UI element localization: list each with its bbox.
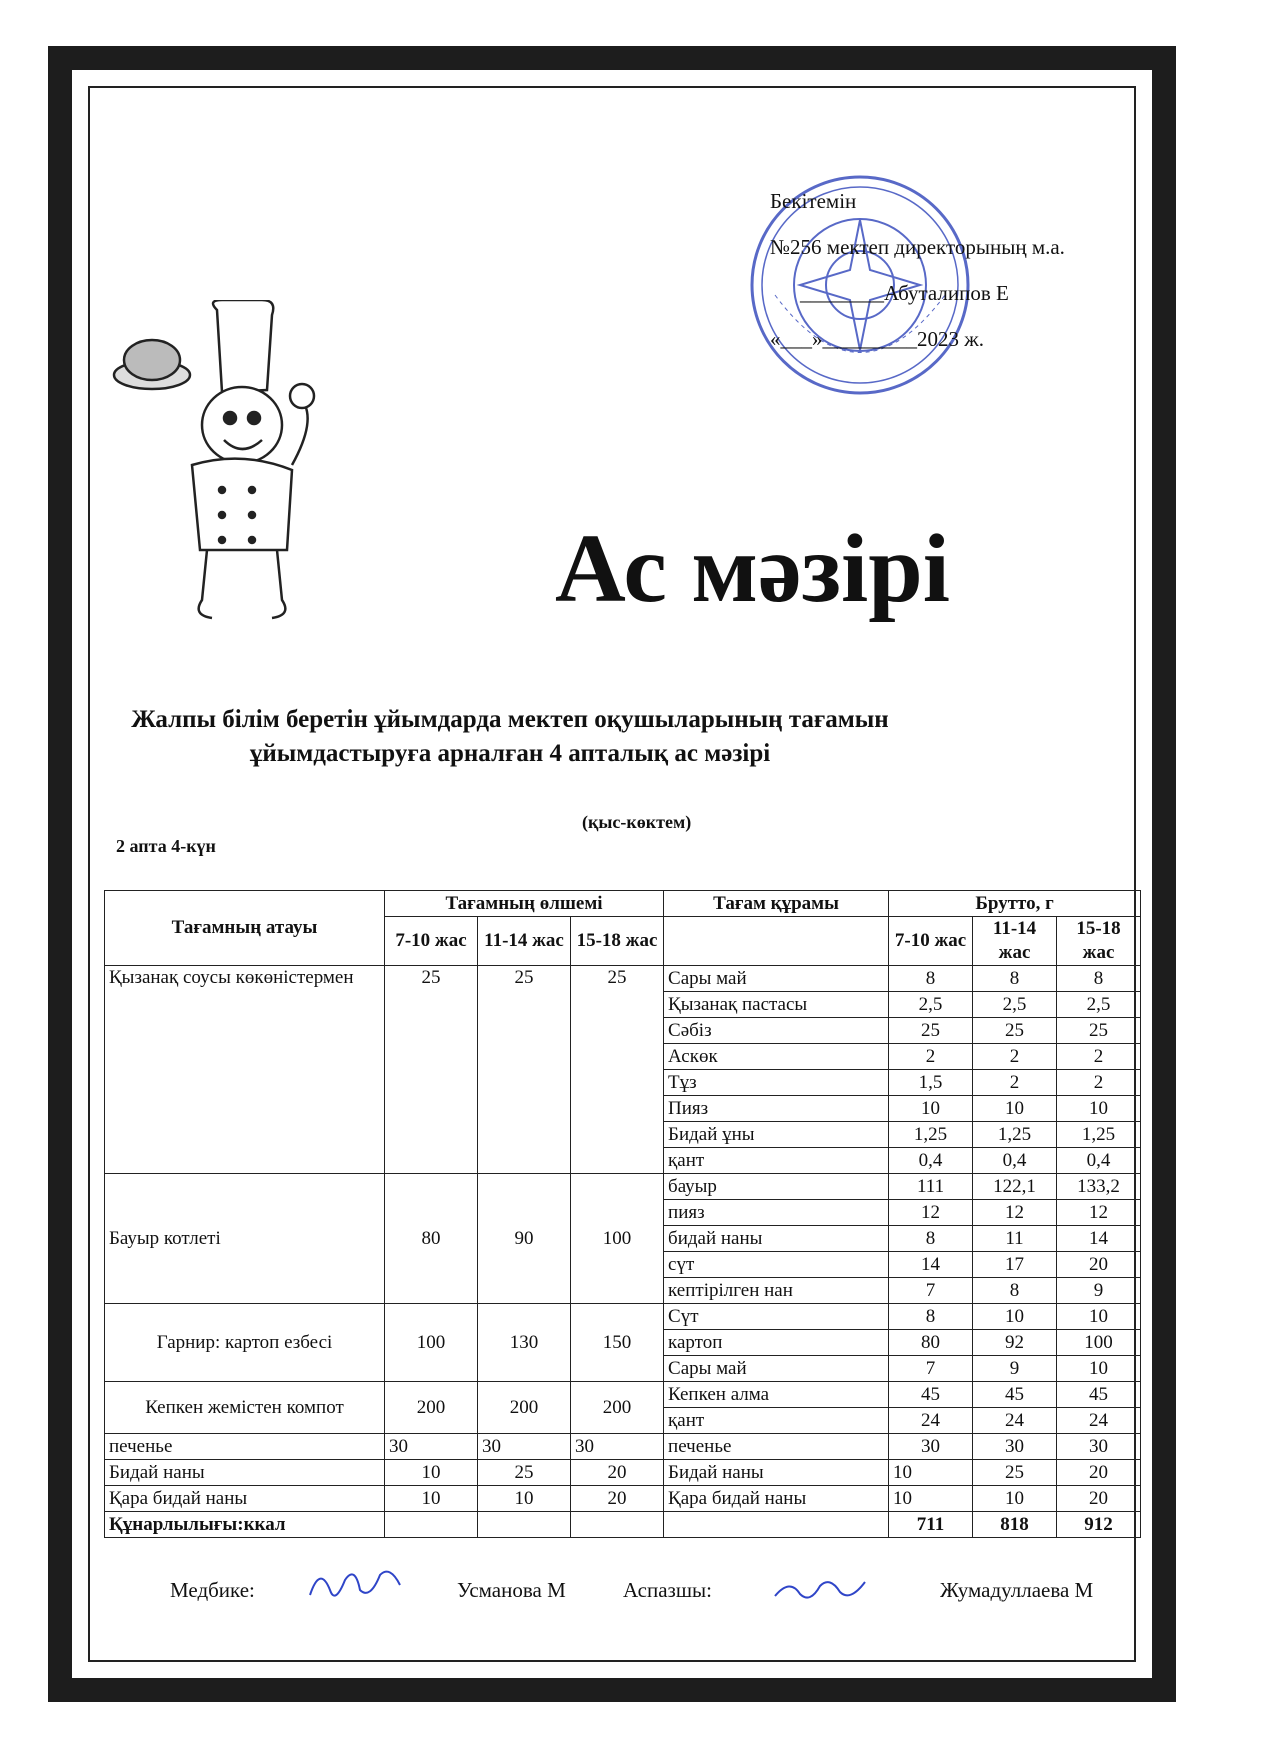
gross-value: 24 bbox=[889, 1408, 973, 1434]
gross-value: 10 bbox=[1057, 1356, 1141, 1382]
gross-value: 8 bbox=[973, 966, 1057, 992]
menu-table bbox=[104, 890, 1141, 1538]
gross-value: 25 bbox=[889, 1018, 973, 1044]
gross-value: 20 bbox=[1057, 1486, 1141, 1512]
gross-value: 133,2 bbox=[1057, 1174, 1141, 1200]
gross-value: 2 bbox=[889, 1044, 973, 1070]
approval-signer: ________Абуталипов Е bbox=[800, 281, 1009, 305]
ingredient-name: Сәбіз bbox=[664, 1018, 889, 1044]
cook-name: Жумадуллаева М bbox=[940, 1578, 1094, 1602]
ingredient-name: Қара бидай наны bbox=[664, 1486, 889, 1512]
gross-value: 10 bbox=[973, 1096, 1057, 1122]
dish-name: Гарнир: картоп езбесі bbox=[105, 1304, 385, 1382]
cook-signature-icon bbox=[770, 1568, 870, 1608]
gross-value: 2 bbox=[1057, 1070, 1141, 1096]
gross-value: 8 bbox=[1057, 966, 1141, 992]
cook-label: Аспазшы: bbox=[623, 1578, 712, 1602]
ingredient-name: картоп bbox=[664, 1330, 889, 1356]
portion-value: 10 bbox=[385, 1460, 478, 1486]
gross-value: 2 bbox=[973, 1070, 1057, 1096]
ingredient-name: Кепкен алма bbox=[664, 1382, 889, 1408]
gross-value: 17 bbox=[973, 1252, 1057, 1278]
table-row bbox=[105, 1174, 1141, 1200]
gross-value: 11 bbox=[973, 1226, 1057, 1252]
ingredient-name: Бидай ұны bbox=[664, 1122, 889, 1148]
portion-value: 30 bbox=[478, 1434, 571, 1460]
gross-value: 25 bbox=[973, 1460, 1057, 1486]
gross-value: 14 bbox=[889, 1252, 973, 1278]
dish-name: печенье bbox=[105, 1434, 385, 1460]
table-row bbox=[105, 966, 1141, 992]
gross-value: 8 bbox=[889, 1226, 973, 1252]
gross-value: 24 bbox=[1057, 1408, 1141, 1434]
dish-name: Қызанақ соусы көкөністермен bbox=[105, 966, 385, 1174]
table-row bbox=[105, 1486, 1141, 1512]
portion-value: 30 bbox=[571, 1434, 664, 1460]
gross-value: 111 bbox=[889, 1174, 973, 1200]
header-gross: Брутто, г bbox=[889, 891, 1141, 917]
gross-value: 0,4 bbox=[973, 1148, 1057, 1174]
nurse-signature-icon bbox=[305, 1560, 405, 1610]
ingredient-name: Сары май bbox=[664, 1356, 889, 1382]
menu-subtitle: Жалпы білім беретін ұйымдарда мектеп оқушыларының тағамын ұйымдастыруға арналған 4 апталық ас мәзірі bbox=[131, 706, 889, 767]
gross-value: 45 bbox=[1057, 1382, 1141, 1408]
portion-value: 90 bbox=[478, 1174, 571, 1304]
header-portion: Тағамның өлшемі bbox=[385, 891, 664, 917]
empty-cell bbox=[478, 1512, 571, 1538]
gross-value: 1,25 bbox=[973, 1122, 1057, 1148]
table-row bbox=[105, 1382, 1141, 1408]
gross-value: 25 bbox=[973, 1018, 1057, 1044]
header-composition: Тағам құрамы bbox=[664, 891, 889, 917]
header-age: 15-18 жас bbox=[1057, 917, 1141, 966]
ingredient-name: Пияз bbox=[664, 1096, 889, 1122]
portion-value: 20 bbox=[571, 1486, 664, 1512]
approval-heading: Бекітемін bbox=[770, 189, 857, 213]
nurse-name: Усманова М bbox=[457, 1578, 566, 1602]
header-age: 11-14 жас bbox=[973, 917, 1057, 966]
header-dish-name: Тағамның атауы bbox=[105, 891, 385, 966]
gross-value: 8 bbox=[889, 966, 973, 992]
ingredient-name: Сары май bbox=[664, 966, 889, 992]
gross-value: 8 bbox=[889, 1304, 973, 1330]
ingredient-name: бауыр bbox=[664, 1174, 889, 1200]
portion-value: 25 bbox=[385, 966, 478, 1174]
gross-value: 30 bbox=[889, 1434, 973, 1460]
ingredient-name: Тұз bbox=[664, 1070, 889, 1096]
header-age: 7-10 жас bbox=[889, 917, 973, 966]
nurse-label: Медбике: bbox=[170, 1578, 255, 1602]
ingredient-name: печенье bbox=[664, 1434, 889, 1460]
portion-value: 100 bbox=[571, 1174, 664, 1304]
total-label: Құнарлылығы:ккал bbox=[105, 1512, 385, 1538]
gross-value: 10 bbox=[889, 1460, 973, 1486]
portion-value: 150 bbox=[571, 1304, 664, 1382]
portion-value: 80 bbox=[385, 1174, 478, 1304]
approval-block bbox=[770, 178, 1065, 362]
portion-value: 20 bbox=[571, 1460, 664, 1486]
dish-name: Қара бидай наны bbox=[105, 1486, 385, 1512]
ingredient-name: қант bbox=[664, 1408, 889, 1434]
total-value: 912 bbox=[1057, 1512, 1141, 1538]
gross-value: 10 bbox=[1057, 1096, 1141, 1122]
gross-value: 30 bbox=[973, 1434, 1057, 1460]
portion-value: 10 bbox=[385, 1486, 478, 1512]
portion-value: 100 bbox=[385, 1304, 478, 1382]
gross-value: 1,25 bbox=[889, 1122, 973, 1148]
header-age: 7-10 жас bbox=[385, 917, 478, 966]
gross-value: 0,4 bbox=[1057, 1148, 1141, 1174]
gross-value: 2,5 bbox=[889, 992, 973, 1018]
portion-value: 25 bbox=[478, 1460, 571, 1486]
ingredient-name: бидай наны bbox=[664, 1226, 889, 1252]
gross-value: 24 bbox=[973, 1408, 1057, 1434]
empty-cell bbox=[664, 1512, 889, 1538]
portion-value: 130 bbox=[478, 1304, 571, 1382]
portion-value: 25 bbox=[571, 966, 664, 1174]
gross-value: 10 bbox=[1057, 1304, 1141, 1330]
header-empty bbox=[664, 917, 889, 966]
approval-position: №256 мектеп директорының м.а. bbox=[770, 235, 1065, 259]
gross-value: 12 bbox=[973, 1200, 1057, 1226]
gross-value: 100 bbox=[1057, 1330, 1141, 1356]
gross-value: 10 bbox=[973, 1486, 1057, 1512]
table-row bbox=[105, 1304, 1141, 1330]
gross-value: 25 bbox=[1057, 1018, 1141, 1044]
gross-value: 2 bbox=[973, 1044, 1057, 1070]
header-age: 11-14 жас bbox=[478, 917, 571, 966]
portion-value: 30 bbox=[385, 1434, 478, 1460]
ingredient-name: Қызанақ пастасы bbox=[664, 992, 889, 1018]
gross-value: 92 bbox=[973, 1330, 1057, 1356]
table-row bbox=[105, 1434, 1141, 1460]
empty-cell bbox=[385, 1512, 478, 1538]
ingredient-name: сүт bbox=[664, 1252, 889, 1278]
ingredient-name: кептірілген нан bbox=[664, 1278, 889, 1304]
gross-value: 80 bbox=[889, 1330, 973, 1356]
header-age: 15-18 жас bbox=[571, 917, 664, 966]
season-label: (қыс-көктем) bbox=[582, 812, 692, 832]
total-value: 818 bbox=[973, 1512, 1057, 1538]
gross-value: 14 bbox=[1057, 1226, 1141, 1252]
gross-value: 9 bbox=[1057, 1278, 1141, 1304]
gross-value: 1,25 bbox=[1057, 1122, 1141, 1148]
portion-value: 200 bbox=[385, 1382, 478, 1434]
ingredient-name: қант bbox=[664, 1148, 889, 1174]
table-row bbox=[105, 1460, 1141, 1486]
total-row bbox=[105, 1512, 1141, 1538]
chef-illustration-icon bbox=[112, 300, 342, 630]
gross-value: 7 bbox=[889, 1356, 973, 1382]
gross-value: 30 bbox=[1057, 1434, 1141, 1460]
total-value: 711 bbox=[889, 1512, 973, 1538]
portion-value: 200 bbox=[478, 1382, 571, 1434]
ingredient-name: Сүт bbox=[664, 1304, 889, 1330]
ingredient-name: Аскөк bbox=[664, 1044, 889, 1070]
ingredient-name: Бидай наны bbox=[664, 1460, 889, 1486]
gross-value: 10 bbox=[889, 1096, 973, 1122]
gross-value: 10 bbox=[889, 1486, 973, 1512]
gross-value: 2 bbox=[1057, 1044, 1141, 1070]
gross-value: 45 bbox=[889, 1382, 973, 1408]
gross-value: 12 bbox=[1057, 1200, 1141, 1226]
gross-value: 2,5 bbox=[1057, 992, 1141, 1018]
portion-value: 200 bbox=[571, 1382, 664, 1434]
portion-value: 10 bbox=[478, 1486, 571, 1512]
gross-value: 9 bbox=[973, 1356, 1057, 1382]
gross-value: 20 bbox=[1057, 1460, 1141, 1486]
gross-value: 122,1 bbox=[973, 1174, 1057, 1200]
gross-value: 2,5 bbox=[973, 992, 1057, 1018]
gross-value: 0,4 bbox=[889, 1148, 973, 1174]
gross-value: 12 bbox=[889, 1200, 973, 1226]
gross-value: 1,5 bbox=[889, 1070, 973, 1096]
table-header-row bbox=[105, 891, 1141, 917]
gross-value: 20 bbox=[1057, 1252, 1141, 1278]
page-title: Ас мәзірі bbox=[555, 515, 950, 623]
dish-name: Бидай наны bbox=[105, 1460, 385, 1486]
gross-value: 10 bbox=[973, 1304, 1057, 1330]
dish-name: Кепкен жемістен компот bbox=[105, 1382, 385, 1434]
ingredient-name: пияз bbox=[664, 1200, 889, 1226]
week-day-label: 2 апта 4-күн bbox=[116, 836, 216, 856]
approval-date: «___»_________2023 ж. bbox=[770, 327, 985, 351]
gross-value: 45 bbox=[973, 1382, 1057, 1408]
empty-cell bbox=[571, 1512, 664, 1538]
gross-value: 7 bbox=[889, 1278, 973, 1304]
dish-name: Бауыр котлеті bbox=[105, 1174, 385, 1304]
gross-value: 8 bbox=[973, 1278, 1057, 1304]
portion-value: 25 bbox=[478, 966, 571, 1174]
